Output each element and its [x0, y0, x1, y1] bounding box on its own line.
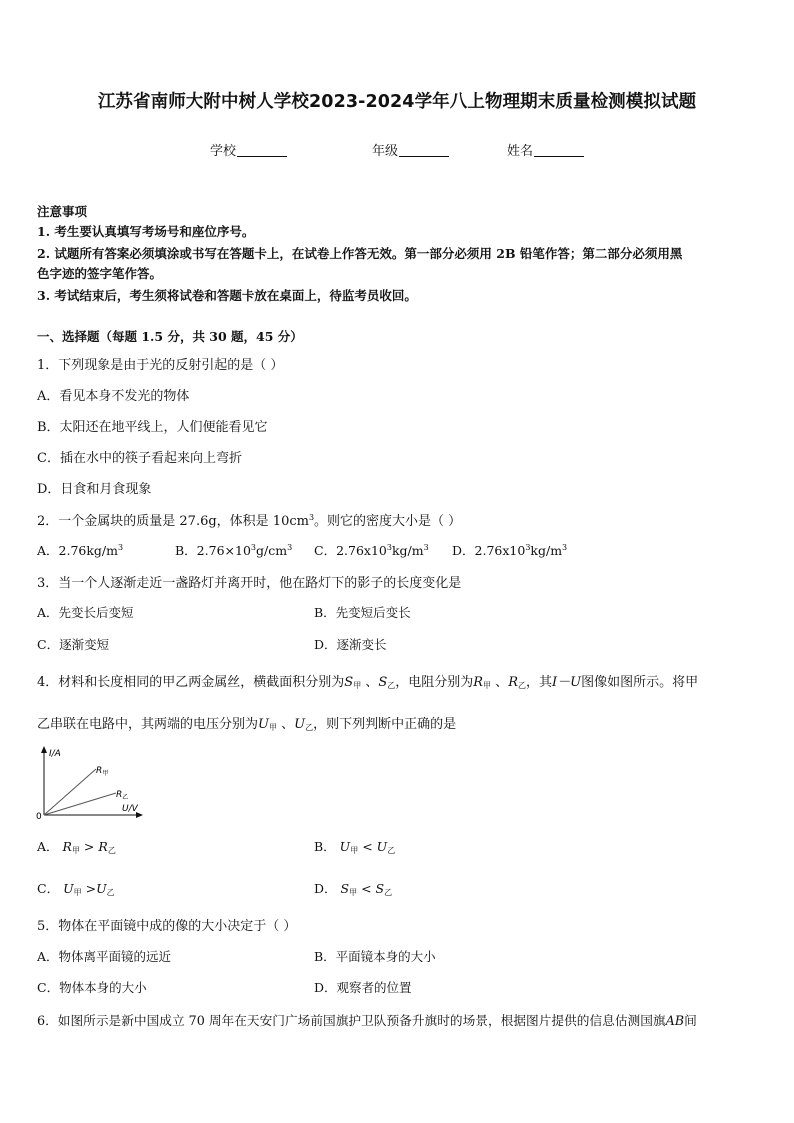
q1-option-d[interactable]: D．日食和月食现象 [37, 482, 152, 497]
r-yi-line [44, 793, 116, 815]
q5-option-b[interactable]: B．平面镜本身的大小 [314, 949, 436, 964]
grade-blank[interactable] [399, 143, 449, 157]
q1-option-a[interactable]: A．看见本身不发光的物体 [37, 389, 190, 404]
note-3: 3. 考试结束后，考生须将试卷和答题卡放在桌面上，待监考员收回。 [37, 288, 417, 303]
q5-stem: 5．物体在平面镜中成的像的大小决定于（ ） [37, 919, 297, 934]
q5-option-d[interactable]: D．观察者的位置 [314, 980, 412, 995]
note-2-cont: 色字迹的签字笔作答。 [37, 266, 163, 281]
name-blank[interactable] [534, 143, 584, 157]
name-field[interactable]: 姓名 [507, 140, 584, 159]
notes-heading: 注意事项 [37, 204, 88, 219]
r-yi-label: $R_乙$ [116, 790, 129, 801]
q1-option-c[interactable]: C．插在水中的筷子看起来向上弯折 [37, 451, 242, 466]
q3-option-a[interactable]: A．先变长后变短 [37, 605, 134, 620]
section-heading: 一、选择题（每题 1.5 分，共 30 题，45 分） [37, 329, 303, 344]
school-blank[interactable] [237, 143, 287, 157]
note-2: 2. 试题所有答案必须填涂或书写在答题卡上，在试卷上作答无效。第一部分必须用 2B 铅笔作答；第二部分必须用黑 [37, 246, 683, 261]
origin-label: 0 [36, 812, 42, 820]
exam-title: 江苏省南师大附中树人学校2023-2024学年八上物理期末质量检测模拟试题 [97, 92, 697, 112]
q3-stem: 3．当一个人逐渐走近一盏路灯并离开时，他在路灯下的影子的长度变化是 [37, 576, 462, 591]
q3-option-c[interactable]: C．逐渐变短 [37, 637, 110, 652]
q2-stem: 2．一个金属块的质量是 27.6g，体积是 $10cm^3$。则它的密度大小是（ ） [37, 513, 462, 529]
iu-graph [30, 745, 150, 820]
q4-option-c[interactable]: C． $U_甲 >U_乙$ [37, 881, 115, 897]
q5-option-c[interactable]: C．物体本身的大小 [37, 980, 147, 995]
q4-stem-line2: 乙串联在电路中，其两端的电压分别为$U_甲$ 、$U_乙$，则下列判断中正确的是 [37, 717, 457, 732]
school-field[interactable]: 学校 [210, 140, 287, 159]
y-axis-label: I/A [49, 749, 61, 759]
q4-option-a[interactable]: A． $R_甲 > R_乙$ [37, 839, 116, 855]
y-axis-arrow [41, 746, 47, 753]
q1-stem: 1．下列现象是由于光的反射引起的是（ ） [37, 358, 284, 373]
q2-option-a[interactable]: A．$2.76kg/m^3$ [37, 543, 124, 558]
q3-option-b[interactable]: B．先变短后变长 [314, 605, 411, 620]
q6-stem: 6．如图所示是新中国成立 70 周年在天安门广场前国旗护卫队预备升旗时的场景，根据图片提供的信息估测国旗AB间 [37, 1013, 697, 1028]
q2-option-c[interactable]: C．$2.76x10^3kg/m^3$ [314, 543, 429, 558]
q4-option-d[interactable]: D． $S_甲 < S_乙$ [314, 881, 393, 897]
r-jia-label: $R_甲$ [96, 766, 109, 777]
q5-option-a[interactable]: A．物体离平面镜的远近 [37, 949, 172, 964]
q2-option-d[interactable]: D．$2.76x10^3kg/m^3$ [452, 543, 568, 558]
note-1: 1. 考生要认真填写考场号和座位序号。 [37, 224, 255, 239]
q4-option-b[interactable]: B． $U_甲 < U_乙$ [314, 839, 396, 855]
q2-option-b[interactable]: B．$2.76\times 10^3g/cm^3$ [175, 543, 293, 558]
q1-option-b[interactable]: B．太阳还在地平线上，人们便能看见它 [37, 420, 268, 435]
q3-option-d[interactable]: D．逐渐变长 [314, 637, 387, 652]
grade-field[interactable]: 年级 [372, 140, 449, 159]
x-axis-label: U/V [122, 804, 138, 814]
q4-stem-line1: 4．材料和长度相同的甲乙两金属丝，横截面积分别为$S_甲$ 、$S_乙$，电阻分别为$R_甲$ 、$R_乙$，其I－U图像如图所示。将甲 [37, 675, 699, 690]
r-jia-line [44, 769, 96, 815]
